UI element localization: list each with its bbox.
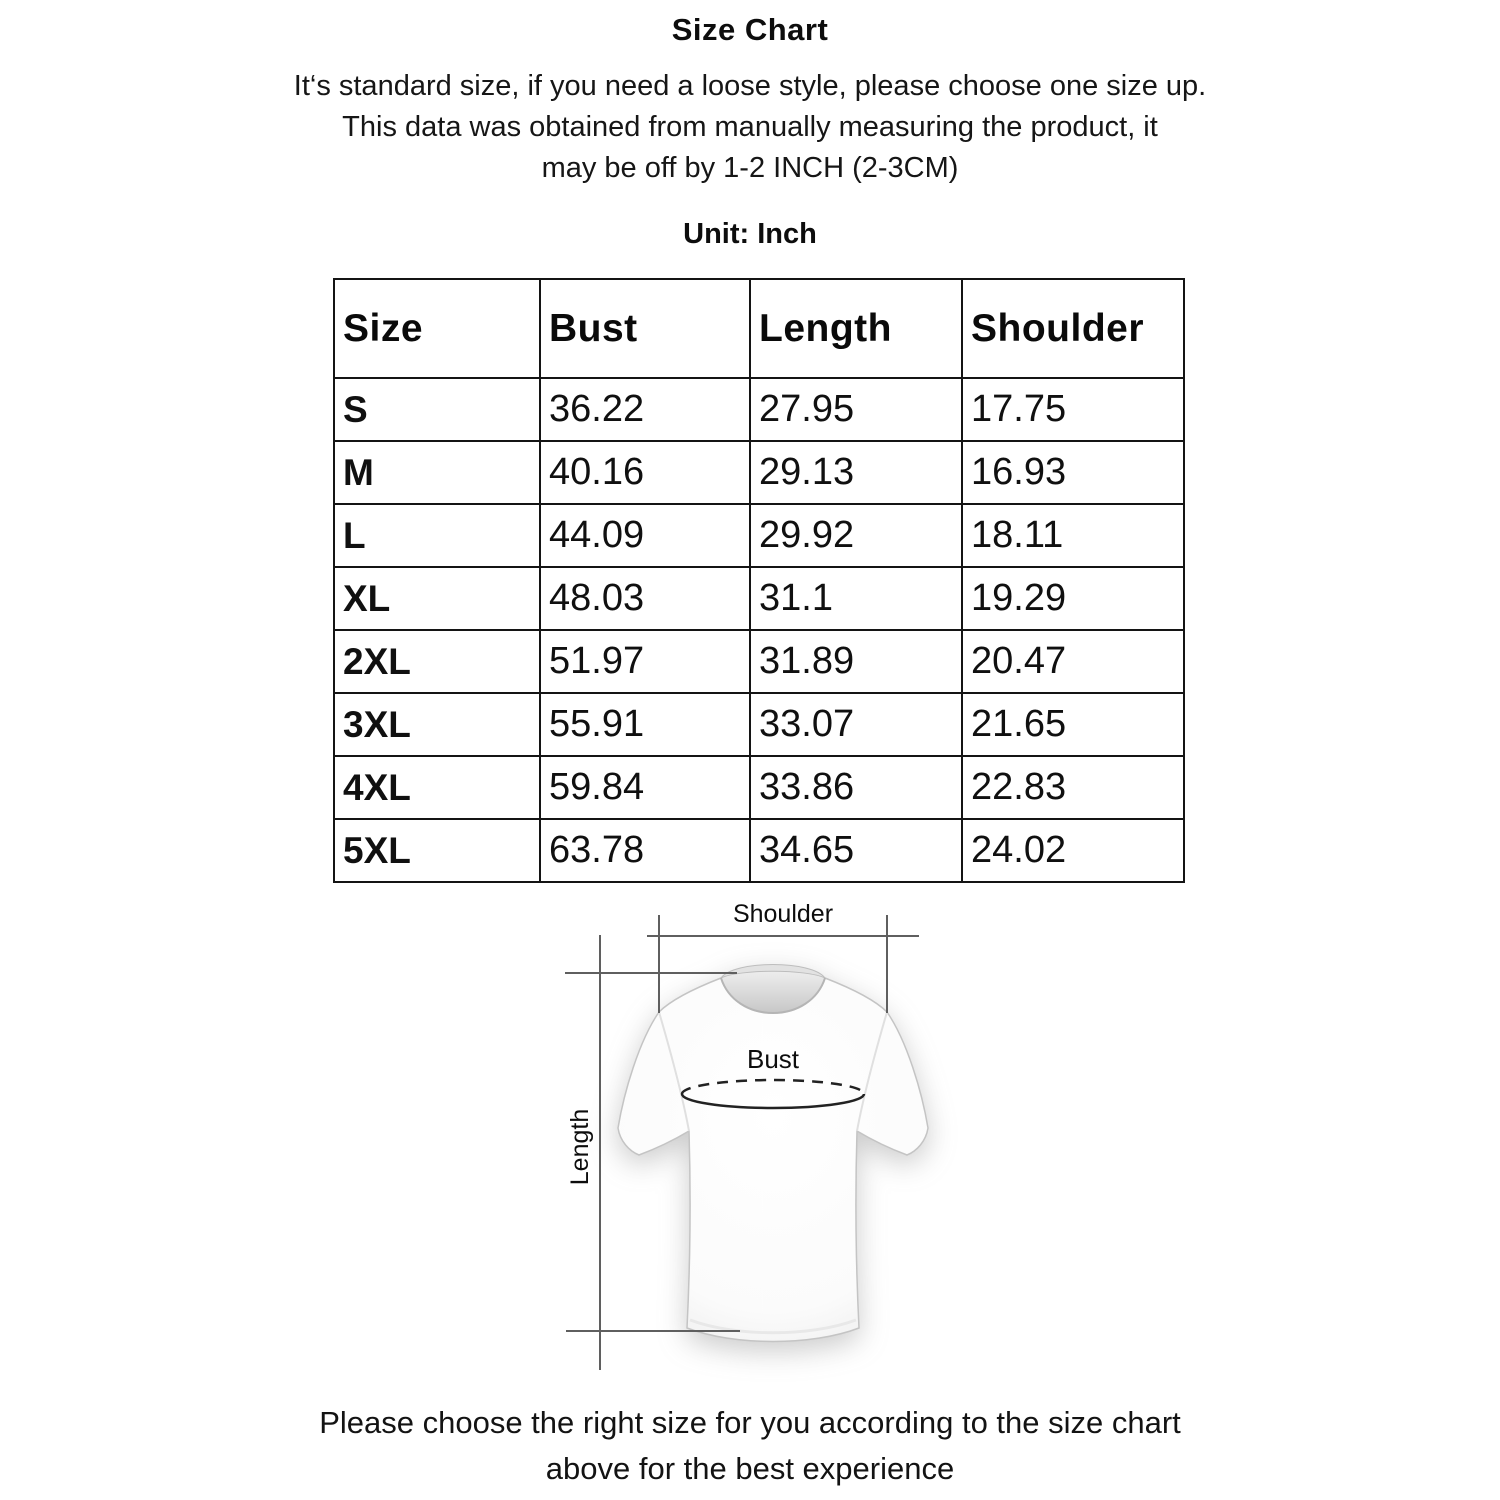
length-label: Length [566, 1108, 594, 1186]
size-cell: S [334, 378, 540, 441]
bust-cell: 63.78 [540, 819, 750, 882]
shoulder-cell: 16.93 [962, 441, 1184, 504]
length-cell: 29.13 [750, 441, 962, 504]
table-row [334, 693, 1184, 756]
unit-label: Unit: Inch [683, 218, 817, 250]
intro-line: It‘s standard size, if you need a loose style, please choose one size up. [293, 70, 1207, 102]
shoulder-cell: 20.47 [962, 630, 1184, 693]
length-cell: 33.86 [750, 756, 962, 819]
length-cell: 31.89 [750, 630, 962, 693]
shoulder-cell: 19.29 [962, 567, 1184, 630]
size-cell: 5XL [334, 819, 540, 882]
col-header-shoulder: Shoulder [962, 279, 1184, 378]
size-cell: 2XL [334, 630, 540, 693]
table-row [334, 756, 1184, 819]
table-row [334, 378, 1184, 441]
table-header-row [334, 279, 1184, 378]
length-cell: 33.07 [750, 693, 962, 756]
length-cell: 27.95 [750, 378, 962, 441]
measurement-diagram [540, 888, 1000, 1382]
page-title: Size Chart [671, 12, 829, 47]
table-row [334, 504, 1184, 567]
bust-cell: 51.97 [540, 630, 750, 693]
intro-text [0, 66, 1500, 189]
footer-text [0, 1400, 1500, 1492]
bust-cell: 48.03 [540, 567, 750, 630]
table-row [334, 441, 1184, 504]
table-row [334, 567, 1184, 630]
bust-cell: 44.09 [540, 504, 750, 567]
size-cell: M [334, 441, 540, 504]
size-cell: XL [334, 567, 540, 630]
tshirt-diagram-svg [540, 888, 1000, 1382]
bust-cell: 59.84 [540, 756, 750, 819]
length-cell: 34.65 [750, 819, 962, 882]
shoulder-cell: 21.65 [962, 693, 1184, 756]
col-header-bust: Bust [540, 279, 750, 378]
size-cell: 4XL [334, 756, 540, 819]
col-header-size: Size [334, 279, 540, 378]
shoulder-label: Shoulder [732, 900, 834, 928]
bust-cell: 36.22 [540, 378, 750, 441]
shoulder-cell: 18.11 [962, 504, 1184, 567]
footer-line: Please choose the right size for you according to the size chart [319, 1405, 1181, 1440]
shoulder-cell: 17.75 [962, 378, 1184, 441]
table-row [334, 630, 1184, 693]
shoulder-cell: 22.83 [962, 756, 1184, 819]
footer-line: above for the best experience [545, 1451, 955, 1486]
size-table [333, 278, 1185, 883]
size-cell: L [334, 504, 540, 567]
bust-label: Bust [746, 1044, 800, 1074]
tshirt-graphic [618, 965, 928, 1342]
shoulder-cell: 24.02 [962, 819, 1184, 882]
length-cell: 31.1 [750, 567, 962, 630]
bust-cell: 55.91 [540, 693, 750, 756]
size-cell: 3XL [334, 693, 540, 756]
col-header-length: Length [750, 279, 962, 378]
intro-line: may be off by 1-2 INCH (2-3CM) [541, 152, 959, 184]
bust-cell: 40.16 [540, 441, 750, 504]
table-row [334, 819, 1184, 882]
length-cell: 29.92 [750, 504, 962, 567]
intro-line: This data was obtained from manually measuring the product, it [342, 111, 1158, 143]
